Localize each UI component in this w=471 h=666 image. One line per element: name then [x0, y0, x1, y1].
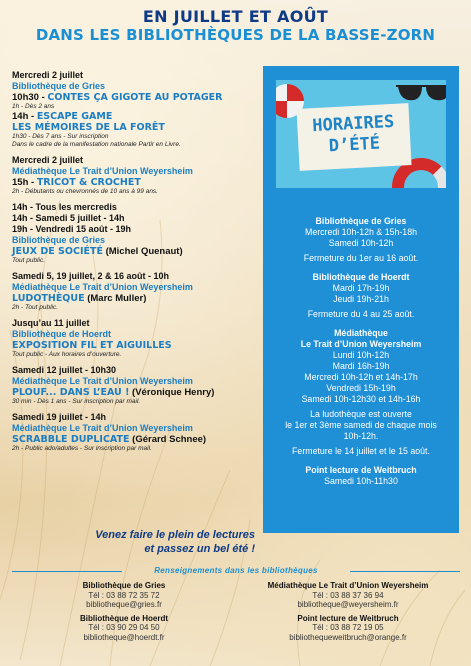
- event-title: [12, 111, 257, 122]
- hours-line: Vendredi 15h-19h: [326, 383, 396, 393]
- event-host: (Marc Muller): [84, 293, 147, 304]
- event-title: [12, 246, 257, 257]
- sunglasses-icon: [394, 82, 446, 104]
- poster-line1: HORAIRES: [311, 111, 395, 137]
- footer-contacts: [12, 581, 460, 642]
- event-title: EXPOSITION FIL ET AIGUILLES: [12, 340, 172, 351]
- event-date: Mercredi 2 juillet: [12, 70, 84, 80]
- hours-gries: [263, 216, 459, 264]
- hours-line: Lundi 10h-12h: [332, 350, 390, 360]
- header-title-line1: EN JUILLET ET AOÛT: [142, 7, 329, 26]
- contact-phone: Tél : 03 88 72 35 72: [88, 590, 160, 600]
- hours-note: 10h-12h.: [343, 431, 379, 441]
- footer-title: Renseignements dans les bibliothèques: [154, 566, 318, 575]
- contact-column-left: [12, 581, 236, 642]
- page-header: [0, 8, 471, 44]
- event-library: Bibliothèque de Gries: [12, 81, 106, 91]
- hours-note: La ludothèque est ouverte: [310, 409, 412, 419]
- poster-line2: D’ÉTÉ: [328, 133, 381, 157]
- contact-phone: Tél : 03 90 29 04 50: [88, 623, 160, 632]
- contact-name: Point lecture de Weitbruch: [297, 613, 399, 623]
- event-title-text: TRICOT & CROCHET: [36, 177, 141, 188]
- contact-name: Médiathèque Le Trait d’Union Weyersheim: [267, 581, 429, 590]
- event-title: [12, 387, 257, 398]
- hours-hoerdt: [263, 272, 459, 320]
- contact-phone: Tél : 03 88 37 36 94: [312, 590, 384, 600]
- event-library: Bibliothèque de Gries: [12, 235, 106, 245]
- hours-line: Mercredi 10h-12h et 14h-17h: [304, 372, 418, 382]
- event-library: Médiathèque Le Trait d’Union Weyersheim: [12, 376, 193, 386]
- event-tricot: [12, 155, 257, 196]
- contact-name: Bibliothèque de Gries: [82, 581, 166, 590]
- event-library: Médiathèque Le Trait d’Union Weyersheim: [12, 423, 193, 433]
- event-contes-escape: [12, 70, 257, 149]
- hours-weyersheim: [263, 328, 459, 457]
- event-sub: 2h - Tout public.: [12, 304, 59, 311]
- contact-column-right: [236, 581, 460, 642]
- slogan: [40, 528, 255, 556]
- hours-note: Fermeture le 14 juillet et le 15 août.: [292, 446, 430, 456]
- slogan-line1: Venez faire le plein de lectures: [95, 529, 255, 541]
- contact-footer: [12, 566, 460, 642]
- footer-divider-right: [350, 571, 460, 572]
- event-time: 14h -: [12, 111, 37, 122]
- contact-phone: Tél : 03 88 72 19 05: [312, 623, 384, 632]
- event-sub-note: Dans le cadre de la manifestation nationale Partir en Livre.: [12, 141, 181, 148]
- event-title-text: SCRABBLE DUPLICATE: [12, 434, 130, 445]
- hours-note: Fermeture du 4 au 25 août.: [307, 309, 415, 319]
- event-time: 15h -: [12, 177, 37, 188]
- header-title-line2: DANS LES BIBLIOTHÈQUES DE LA BASSE-ZORN: [35, 26, 436, 44]
- event-date: 14h - Tous les mercredis: [12, 202, 117, 212]
- event-date: Samedi 12 juillet - 10h30: [12, 365, 117, 375]
- poster-card: [296, 103, 411, 171]
- event-scrabble: [12, 412, 257, 453]
- event-exposition: [12, 318, 257, 359]
- event-ludotheque: [12, 271, 257, 312]
- event-date: Samedi 5, 19 juillet, 2 & 16 août - 10h: [12, 271, 170, 281]
- event-host: (Michel Quenaut): [102, 246, 183, 257]
- hours-list: [263, 216, 459, 495]
- hours-library-name: Médiathèque: [334, 328, 388, 338]
- event-library: Médiathèque Le Trait d’Union Weyersheim: [12, 166, 193, 176]
- event-library: Bibliothèque de Hoerdt: [12, 329, 111, 339]
- event-date: Jusqu’au 11 juillet: [12, 318, 90, 328]
- hours-library-name: Bibliothèque de Gries: [315, 216, 407, 226]
- hours-line: Mardi 16h-19h: [332, 361, 390, 371]
- hours-line: Mardi 17h-19h: [332, 283, 390, 293]
- hours-weitbruch: [263, 465, 459, 487]
- event-title: [12, 92, 257, 103]
- event-title-text: CONTES ÇA GIGOTE AU POTAGER: [47, 92, 223, 103]
- event-library: Médiathèque Le Trait d’Union Weyersheim: [12, 282, 193, 292]
- slogan-line2: et passez un bel été !: [144, 543, 255, 555]
- event-time: 10h30 -: [12, 92, 48, 103]
- contact-email[interactable]: bibliotheque@hoerdt.fr: [83, 632, 165, 642]
- event-sub: 1h30 - Dès 7 ans - Sur inscription: [12, 133, 109, 140]
- event-sub: 2h - Public ado/adultes - Sur inscription par mail.: [12, 445, 152, 452]
- hours-library-name-line2: Le Trait d’Union Weyersheim: [300, 339, 422, 349]
- hours-line: Samedi 10h-11h30: [324, 476, 398, 486]
- event-date: 19h - Vendredi 15 août - 19h: [12, 224, 132, 234]
- hours-line: Jeudi 19h-21h: [333, 294, 389, 304]
- event-sub: Tout public.: [12, 257, 46, 264]
- event-date: Samedi 19 juillet - 14h: [12, 412, 107, 422]
- hours-line: Samedi 10h-12h: [328, 238, 394, 248]
- event-title: [12, 293, 257, 304]
- event-sub: 2h - Débutants ou chevronnés de 10 ans à 99 ans.: [12, 188, 158, 195]
- hours-library-name: Bibliothèque de Hoerdt: [312, 272, 410, 282]
- event-host: (Gérard Schnee): [129, 434, 207, 445]
- hours-panel: [263, 66, 459, 533]
- hours-note: le 1er et 3ème samedi de chaque mois: [285, 420, 437, 430]
- footer-divider-left: [12, 571, 122, 572]
- event-plouf: [12, 365, 257, 406]
- event-sub: 30 min - Dès 1 ans - Sur inscription par mail.: [12, 398, 141, 405]
- hours-line: Samedi 10h-12h30 et 14h-16h: [301, 394, 421, 404]
- event-title-text: PLOUF... DANS L’EAU !: [12, 387, 130, 398]
- event-title: [12, 177, 257, 188]
- event-title: [12, 434, 257, 445]
- contact-email[interactable]: bibliotheque@weyersheim.fr: [297, 600, 399, 609]
- events-column: [12, 70, 257, 459]
- event-title-line2: LES MÉMOIRES DE LA FORÊT: [12, 122, 165, 133]
- contact-name: Bibliothèque de Hoerdt: [80, 613, 168, 623]
- event-sub: Tout public - Aux horaires d’ouverture.: [12, 351, 122, 358]
- contact-email[interactable]: bibliothequeweitbruch@orange.fr: [289, 632, 407, 642]
- event-title-text: LUDOTHÈQUE: [12, 293, 85, 304]
- event-host: (Véronique Henry): [129, 387, 215, 398]
- hours-note: Fermeture du 1er au 16 août.: [303, 253, 419, 263]
- event-sub: 1h - Dès 2 ans: [12, 103, 55, 110]
- hours-line: Mercredi 10h-12h & 15h-18h: [305, 227, 417, 237]
- event-date: 14h - Samedi 5 juillet - 14h: [12, 213, 125, 223]
- event-date: Mercredi 2 juillet: [12, 155, 84, 165]
- event-jeux: [12, 202, 257, 265]
- contact-email[interactable]: bibliotheque@gries.fr: [86, 600, 162, 609]
- event-title-text: JEUX DE SOCIÉTÉ: [12, 246, 103, 257]
- event-title-text: ESCAPE GAME: [36, 111, 113, 122]
- summer-hours-poster: [276, 80, 446, 188]
- hours-library-name: Point lecture de Weitbruch: [305, 465, 417, 475]
